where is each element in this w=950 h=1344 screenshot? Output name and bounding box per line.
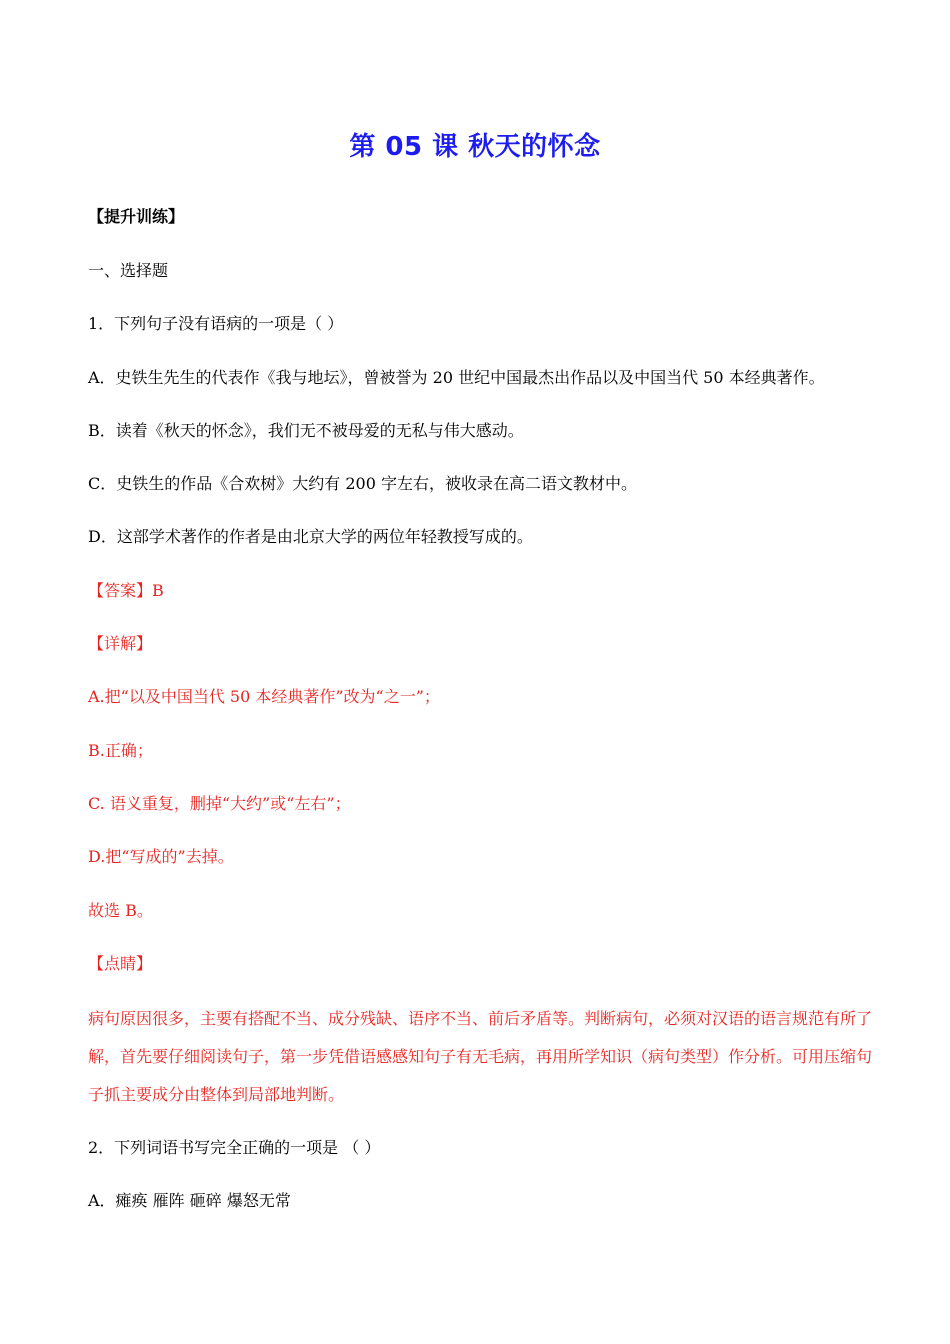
explain-line-b: B.正确； [88,741,153,760]
question-1-option-d: D．这部学术著作的作者是由北京大学的两位年轻教授写成的。 [88,527,533,546]
explain-label: 【详解】 [88,634,153,653]
question-2-option-a: A．瘫痪 雁阵 砸碎 爆怒无常 [88,1191,291,1210]
part-heading: 一、选择题 [88,261,169,280]
answer-row [88,580,164,602]
question-2-stem: 2．下列词语书写完全正确的一项是 （ ） [88,1138,381,1157]
answer-value: B [152,581,164,600]
answer-label: 【答案】 [88,581,153,600]
question-1-stem: 1．下列句子没有语病的一项是（ ） [88,314,344,333]
question-1-option-a: A．史铁生先生的代表作《我与地坛》，曾被誉为 20 世纪中国最杰出作品以及中国当代 50 本经典著作。 [88,368,825,387]
section-label: 【提升训练】 [88,207,185,226]
question-1-option-b: B．读着《秋天的怀念》，我们无不被母爱的无私与伟大感动。 [88,421,524,440]
question-1-option-c: C．史铁生的作品《合欢树》大约有 200 字左右，被收录在高二语文教材中。 [88,474,637,493]
explain-line-d: D.把“写成的”去掉。 [88,847,234,866]
explain-line-a: A.把“以及中国当代 50 本经典著作”改为“之一”； [88,687,440,706]
explain-line-c: C. 语义重复，删掉“大约”或“左右”； [88,794,351,813]
tip-label: 【点睛】 [88,954,153,973]
explain-conclusion: 故选 B。 [88,901,153,920]
tip-text: 病句原因很多，主要有搭配不当、成分残缺、语序不当、前后矛盾等。判断病句，必须对汉语的语言规范有所了解，首先要仔细阅读句子，第一步凭借语感感知句子有无毛病，再用所学知识（病句类型）作分析。可用压缩句子抓主要成分由整体到局部地判断。 [88,1009,873,1104]
page-title: 第 05 课 秋天的怀念 [349,132,601,162]
